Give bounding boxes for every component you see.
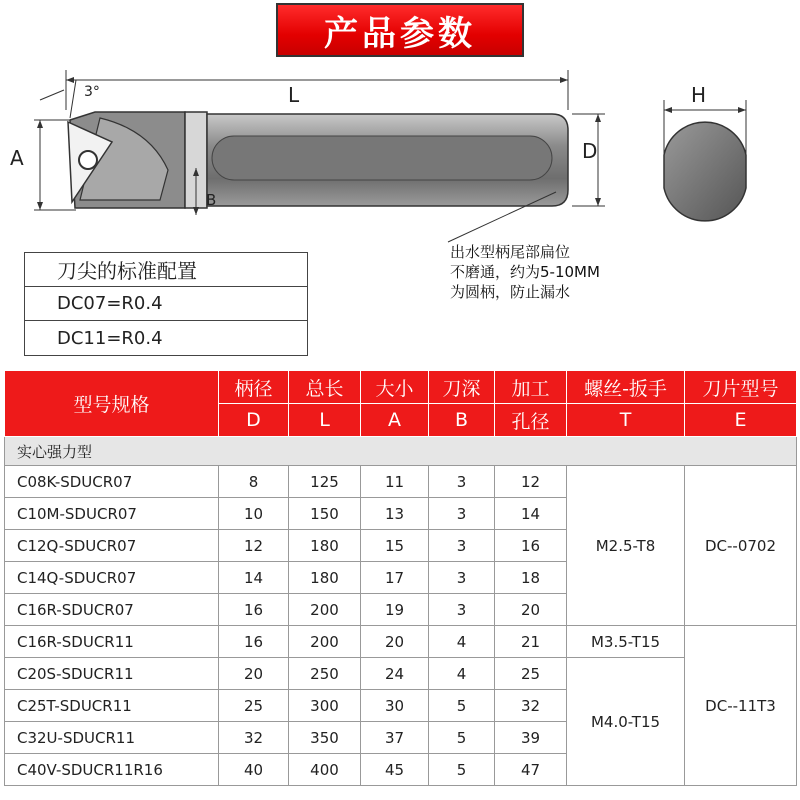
tool-body	[70, 112, 568, 208]
label-b: B	[206, 191, 217, 209]
header-col-symbol: L	[289, 404, 361, 437]
cell-b: 3	[429, 530, 495, 562]
cell-hole: 32	[495, 690, 567, 722]
cell-b: 4	[429, 658, 495, 690]
cell-l: 200	[289, 626, 361, 658]
dimension-a	[10, 120, 76, 210]
cell-model: C20S-SDUCR11	[5, 658, 219, 690]
cell-b: 4	[429, 626, 495, 658]
cell-l: 300	[289, 690, 361, 722]
tip-config-box	[24, 252, 308, 356]
cell-hole: 47	[495, 754, 567, 786]
spec-table	[4, 370, 797, 786]
banner-title: 产品参数	[324, 13, 476, 54]
cell-model: C14Q-SDUCR07	[5, 562, 219, 594]
cell-hole: 39	[495, 722, 567, 754]
end-view	[664, 83, 746, 221]
cell-b: 3	[429, 594, 495, 626]
cell-d: 32	[219, 722, 289, 754]
cell-d: 40	[219, 754, 289, 786]
cell-screw: M2.5-T8	[567, 466, 685, 626]
cell-d: 16	[219, 626, 289, 658]
cell-b: 5	[429, 754, 495, 786]
cell-a: 15	[361, 530, 429, 562]
header-col-name: 柄径	[219, 371, 289, 404]
cell-model: C25T-SDUCR11	[5, 690, 219, 722]
label-d: D	[582, 139, 598, 163]
cell-hole: 12	[495, 466, 567, 498]
label-a: A	[10, 146, 24, 170]
label-length: L	[288, 83, 300, 107]
cell-model: C16R-SDUCR11	[5, 626, 219, 658]
header-col-name: 螺丝-扳手	[567, 371, 685, 404]
cell-d: 25	[219, 690, 289, 722]
cell-d: 10	[219, 498, 289, 530]
cell-b: 5	[429, 690, 495, 722]
tool-drawing	[0, 60, 800, 250]
cell-a: 24	[361, 658, 429, 690]
cell-l: 180	[289, 530, 361, 562]
cell-b: 3	[429, 498, 495, 530]
label-h: H	[691, 83, 707, 107]
group-label: 实心强力型	[5, 437, 797, 466]
note-line: 出水型柄尾部扁位	[450, 243, 571, 261]
dimension-length	[66, 70, 568, 110]
cell-hole: 18	[495, 562, 567, 594]
cell-d: 8	[219, 466, 289, 498]
page-banner	[276, 3, 524, 57]
table-row	[5, 466, 797, 498]
dimension-d	[572, 114, 605, 206]
header-col-symbol: T	[567, 404, 685, 437]
coolant-note	[450, 242, 676, 302]
cell-l: 400	[289, 754, 361, 786]
cell-b: 3	[429, 466, 495, 498]
cell-b: 3	[429, 562, 495, 594]
cell-a: 37	[361, 722, 429, 754]
table-row	[5, 626, 797, 658]
cell-d: 16	[219, 594, 289, 626]
cell-screw: M4.0-T15	[567, 658, 685, 786]
cell-insert: DC--0702	[685, 466, 797, 626]
cell-l: 150	[289, 498, 361, 530]
cell-a: 13	[361, 498, 429, 530]
tip-config-row: DC11=R0.4	[57, 327, 163, 349]
header-col-symbol: B	[429, 404, 495, 437]
cell-d: 20	[219, 658, 289, 690]
header-col-name: 刀片型号	[685, 371, 797, 404]
cell-d: 12	[219, 530, 289, 562]
cell-model: C12Q-SDUCR07	[5, 530, 219, 562]
table-row	[5, 658, 797, 690]
cell-l: 200	[289, 594, 361, 626]
header-model: 型号规格	[5, 371, 219, 437]
tip-config-title: 刀尖的标准配置	[25, 253, 307, 287]
cell-d: 14	[219, 562, 289, 594]
label-angle: 3°	[84, 84, 100, 100]
cell-a: 19	[361, 594, 429, 626]
header-col-name: 刀深	[429, 371, 495, 404]
cell-hole: 14	[495, 498, 567, 530]
cell-hole: 20	[495, 594, 567, 626]
cell-insert: DC--11T3	[685, 626, 797, 786]
cell-hole: 21	[495, 626, 567, 658]
cell-a: 11	[361, 466, 429, 498]
note-line: 不磨通，约为5-10MM	[450, 263, 600, 281]
cell-model: C40V-SDUCR11R16	[5, 754, 219, 786]
cell-a: 17	[361, 562, 429, 594]
cell-l: 250	[289, 658, 361, 690]
tip-config-row: DC07=R0.4	[25, 287, 307, 321]
dimension-angle	[40, 80, 100, 118]
header-col-name: 大小	[361, 371, 429, 404]
cell-a: 30	[361, 690, 429, 722]
header-col-symbol: D	[219, 404, 289, 437]
cell-model: C16R-SDUCR07	[5, 594, 219, 626]
cell-l: 350	[289, 722, 361, 754]
cell-hole: 16	[495, 530, 567, 562]
cell-hole: 25	[495, 658, 567, 690]
cell-b: 5	[429, 722, 495, 754]
cell-model: C32U-SDUCR11	[5, 722, 219, 754]
cell-model: C08K-SDUCR07	[5, 466, 219, 498]
header-col-symbol: 孔径	[495, 404, 567, 437]
header-col-symbol: E	[685, 404, 797, 437]
cell-a: 45	[361, 754, 429, 786]
cell-model: C10M-SDUCR07	[5, 498, 219, 530]
header-col-name: 总长	[289, 371, 361, 404]
cell-a: 20	[361, 626, 429, 658]
cell-l: 125	[289, 466, 361, 498]
cell-l: 180	[289, 562, 361, 594]
header-col-symbol: A	[361, 404, 429, 437]
note-line: 为圆柄，防止漏水	[450, 283, 571, 301]
header-col-name: 加工	[495, 371, 567, 404]
cell-screw: M3.5-T15	[567, 626, 685, 658]
